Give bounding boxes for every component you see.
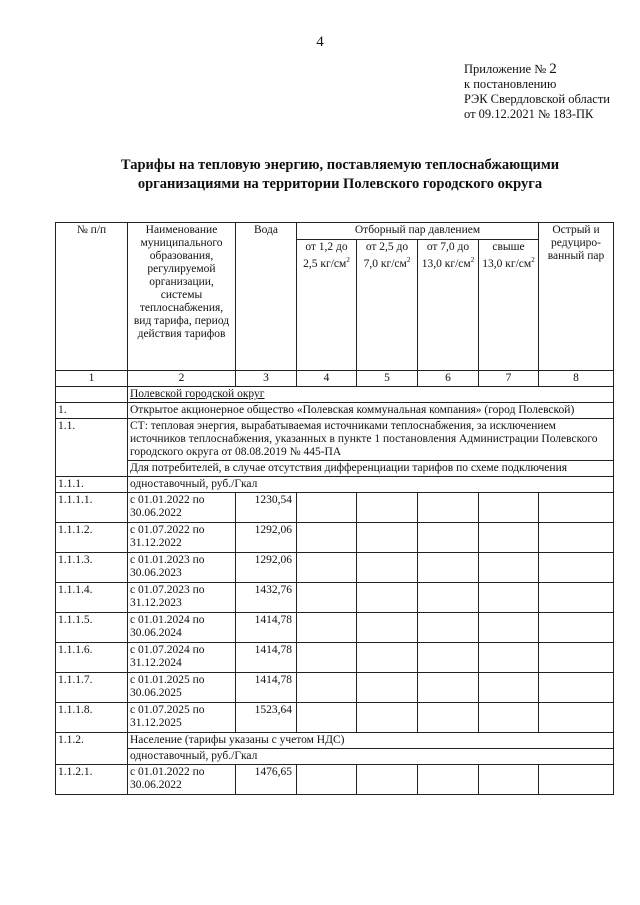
water-tariff-value: 1230,54 [236, 493, 297, 523]
consumer-category: Для потребителей, в случае отсутствия дифференциации тарифов по схеме подключения [128, 461, 614, 477]
row-number: 1. [56, 403, 128, 419]
table-row [56, 419, 614, 461]
empty-cell [539, 643, 614, 673]
header-number: № п/п [56, 223, 128, 371]
empty-cell [297, 583, 357, 613]
empty-cell [297, 673, 357, 703]
header-steam-group: Отборный пар давлением [297, 223, 539, 240]
column-number: 2 [128, 371, 236, 387]
row-number: 1.1.2. [56, 733, 128, 765]
page-number: 4 [316, 34, 324, 50]
empty-cell [479, 523, 539, 553]
empty-cell [297, 523, 357, 553]
empty-cell [539, 673, 614, 703]
table-row [56, 583, 614, 613]
period-label: с 01.07.2024 по 31.12.2024 [128, 643, 236, 673]
table-row [56, 749, 614, 765]
water-tariff-value: 1414,78 [236, 673, 297, 703]
empty-cell [479, 613, 539, 643]
empty-cell [418, 703, 479, 733]
column-number: 4 [297, 371, 357, 387]
empty-cell [297, 613, 357, 643]
appendix-line-1: Приложение № 2 [464, 61, 557, 77]
row-number: 1.1.1.8. [56, 703, 128, 733]
row-number: 1.1.1.5. [56, 613, 128, 643]
water-tariff-value: 1523,64 [236, 703, 297, 733]
column-number: 7 [479, 371, 539, 387]
period-label: с 01.07.2023 по 31.12.2023 [128, 583, 236, 613]
period-label: с 01.01.2025 по 30.06.2025 [128, 673, 236, 703]
empty-cell [418, 643, 479, 673]
empty-cell [479, 493, 539, 523]
column-number: 3 [236, 371, 297, 387]
empty-cell [479, 553, 539, 583]
empty-cell [539, 703, 614, 733]
empty-cell [357, 613, 418, 643]
water-tariff-value: 1414,78 [236, 613, 297, 643]
empty-cell [357, 673, 418, 703]
period-label: с 01.07.2022 по 31.12.2022 [128, 523, 236, 553]
row-number: 1.1.2.1. [56, 765, 128, 795]
empty-cell [479, 643, 539, 673]
table-row [56, 387, 614, 403]
water-tariff-value: 1292,06 [236, 523, 297, 553]
header-name: Наименование муниципального образования, регулируемой организации, системы теплоснабжения, вид тарифа, период действия тарифов [128, 223, 236, 371]
row-number: 1.1.1.4. [56, 583, 128, 613]
table-row [56, 703, 614, 733]
empty-cell [539, 613, 614, 643]
period-label: с 01.01.2023 по 30.06.2023 [128, 553, 236, 583]
row-number: 1.1.1.1. [56, 493, 128, 523]
empty-cell [418, 583, 479, 613]
table-row [56, 553, 614, 583]
table-row [56, 493, 614, 523]
column-number: 6 [418, 371, 479, 387]
header-pressure-1: от 1,2 до 2,5 $кг/см^2$ [297, 240, 357, 371]
column-number: 8 [539, 371, 614, 387]
row-number: 1.1.1. [56, 477, 128, 493]
municipality-name: Полевской городской округ [128, 387, 614, 403]
table-row [56, 673, 614, 703]
table-row [56, 765, 614, 795]
appendix-block [464, 62, 610, 122]
empty-cell [297, 493, 357, 523]
empty-cell [418, 553, 479, 583]
empty-cell [297, 703, 357, 733]
empty-cell [357, 703, 418, 733]
header-water: Вода [236, 223, 297, 371]
row-number: 1.1. [56, 419, 128, 477]
appendix-line-3: РЭК Свердловской области [464, 92, 610, 106]
table-row [56, 461, 614, 477]
empty-cell [479, 673, 539, 703]
appendix-line-4: от 09.12.2021 № 183-ПК [464, 107, 594, 121]
empty-cell [357, 643, 418, 673]
water-tariff-value: 1432,76 [236, 583, 297, 613]
empty-cell [418, 673, 479, 703]
row-number: 1.1.1.6. [56, 643, 128, 673]
column-number: 1 [56, 371, 128, 387]
header-pressure-4: свыше 13,0 $кг/см^2$ [479, 240, 539, 371]
table-row [56, 403, 614, 419]
empty-cell [297, 553, 357, 583]
empty-cell [539, 523, 614, 553]
empty-cell [418, 613, 479, 643]
table-row [56, 643, 614, 673]
table-row [56, 613, 614, 643]
period-label: с 01.01.2022 по 30.06.2022 [128, 765, 236, 795]
empty-cell [357, 583, 418, 613]
water-tariff-value: 1476,65 [236, 765, 297, 795]
water-tariff-value: 1414,78 [236, 643, 297, 673]
tariff-type: одноставочный, руб./Гкал [128, 749, 614, 765]
table-row [56, 733, 614, 749]
period-label: с 01.01.2022 по 30.06.2022 [128, 493, 236, 523]
header-pressure-3: от 7,0 до 13,0 $кг/см^2$ [418, 240, 479, 371]
table-row [56, 477, 614, 493]
column-number: 5 [357, 371, 418, 387]
empty-cell [357, 553, 418, 583]
row-number: 1.1.1.7. [56, 673, 128, 703]
empty-cell [539, 583, 614, 613]
tariff-table [55, 222, 614, 795]
empty-cell [418, 523, 479, 553]
organization-name: Открытое акционерное общество «Полевская коммунальная компания» (город Полевской) [128, 403, 614, 419]
appendix-line-2: к постановлению [464, 77, 557, 91]
empty-cell [357, 523, 418, 553]
period-label: с 01.07.2025 по 31.12.2025 [128, 703, 236, 733]
empty-cell [539, 493, 614, 523]
column-number-row [56, 371, 614, 387]
empty-cell [297, 643, 357, 673]
period-label: с 01.01.2024 по 30.06.2024 [128, 613, 236, 643]
tariff-type: одноставочный, руб./Гкал [128, 477, 614, 493]
empty-cell [479, 703, 539, 733]
empty-cell [357, 493, 418, 523]
table-row [56, 523, 614, 553]
water-tariff-value: 1292,06 [236, 553, 297, 583]
row-number: 1.1.1.2. [56, 523, 128, 553]
empty-cell [479, 583, 539, 613]
heat-system-name: СТ: тепловая энергия, вырабатываемая источниками теплоснабжения, за исключением источников теплоснабжения, указанных в пункте 1 постановления Администрации Полевского городского округа от 08.08.2019 № 445-ПА [128, 419, 614, 461]
header-pressure-2: от 2,5 до 7,0 $кг/см^2$ [357, 240, 418, 371]
row-number: 1.1.1.3. [56, 553, 128, 583]
empty-cell [539, 553, 614, 583]
document-title: Тарифы на тепловую энергию, поставляемую теплоснабжающими организациями на территории Полевского городского округа [120, 157, 560, 192]
header-sharp-steam: Острый и редуциро-ванный пар [539, 223, 614, 371]
empty-cell [418, 493, 479, 523]
population-category: Население (тарифы указаны с учетом НДС) [128, 733, 614, 749]
